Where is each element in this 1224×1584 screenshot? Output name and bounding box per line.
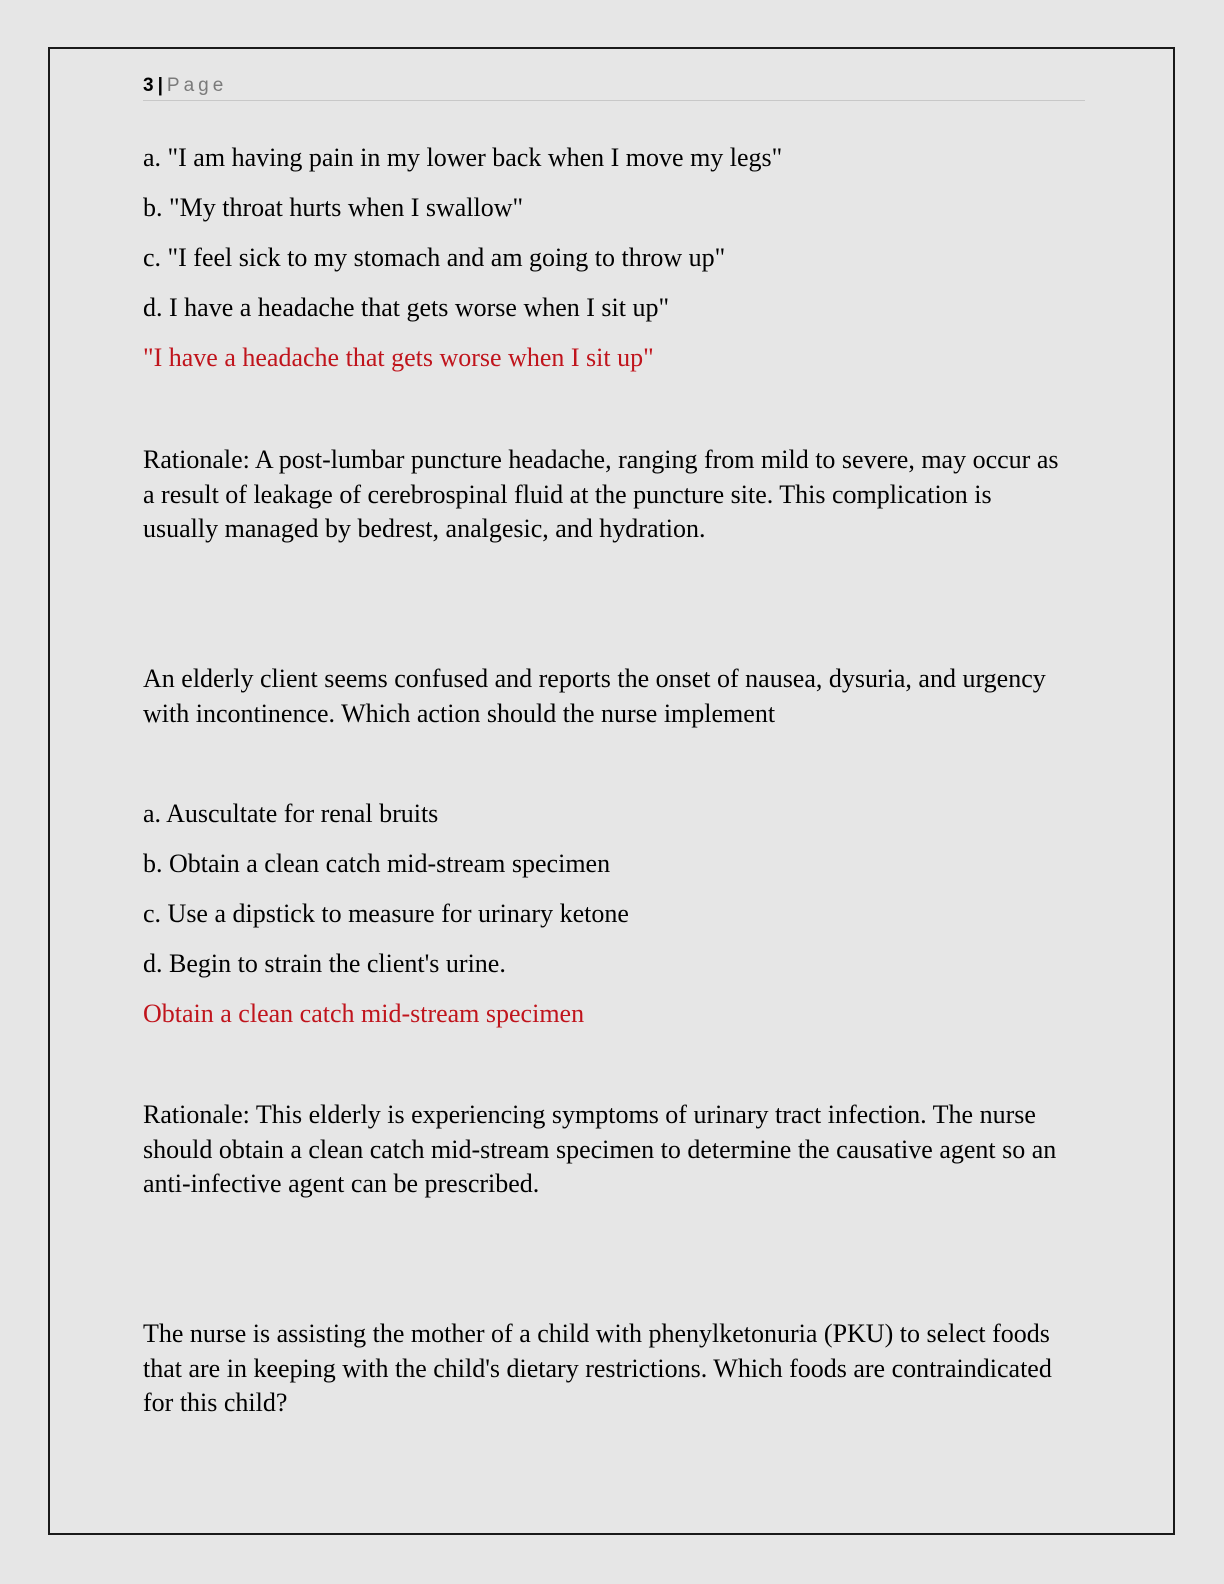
page-header [143, 72, 1085, 101]
q2-option-b: b. Obtain a clean catch mid-stream specimen [143, 849, 611, 878]
header-separator: | [157, 75, 163, 96]
q1-option-a: a. "I am having pain in my lower back when I move my legs" [143, 143, 783, 172]
q1-rationale: Rationale: A post-lumbar puncture headache, ranging from mild to severe, may occur as a result of leakage of cerebrospinal fluid at the puncture site. This complication is usually managed by bedrest, analgesic, and hydration. [143, 445, 1059, 543]
q1-option-c: c. "I feel sick to my stomach and am going to throw up" [143, 243, 726, 272]
q2-answer: Obtain a clean catch mid-stream specimen [143, 999, 585, 1028]
q1-option-b: b. "My throat hurts when I swallow" [143, 193, 524, 222]
q3-question: The nurse is assisting the mother of a child with phenylketonuria (PKU) to select foods that are in keeping with the child's dietary restrictions. Which foods are contraindicated for this child? [143, 1319, 1052, 1417]
q2-option-c: c. Use a dipstick to measure for urinary ketone [143, 899, 629, 928]
page-label: Page [166, 75, 228, 96]
q2-rationale: Rationale: This elderly is experiencing symptoms of urinary tract infection. The nurse should obtain a clean catch mid-stream specimen to determine the causative agent so an anti-infective agent can be prescribed. [143, 1100, 1057, 1198]
page-number: 3 [143, 75, 154, 96]
q1-answer: "I have a headache that gets worse when I sit up" [143, 343, 654, 372]
q2-option-d: d. Begin to strain the client's urine. [143, 949, 506, 978]
q2-question: An elderly client seems confused and reports the onset of nausea, dysuria, and urgency with incontinence. Which action should the nurse implement [143, 664, 1046, 728]
q2-option-a: a. Auscultate for renal bruits [143, 799, 439, 828]
q1-option-d: d. I have a headache that gets worse when I sit up" [143, 293, 670, 322]
